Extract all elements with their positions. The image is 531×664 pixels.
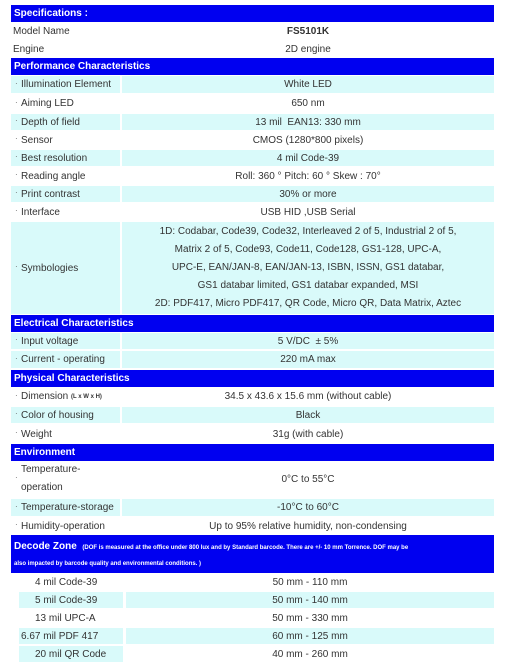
bullet-icon: · <box>15 262 18 271</box>
spec-value: 13 mil EAN13: 330 mm <box>122 114 494 130</box>
symbology-line: 2D: PDF417, Micro PDF417, QR Code, Micro QR, Data Matrix, Aztec <box>154 298 462 309</box>
spec-row-sensor <box>11 131 494 149</box>
spec-row-temp-storage <box>11 498 494 517</box>
bullet-icon: · <box>15 134 18 143</box>
spec-row-depth-of-field <box>11 113 494 131</box>
spec-row-symbologies <box>11 221 494 315</box>
spec-label: Reading angle <box>21 170 86 182</box>
bullet-icon: · <box>15 501 18 511</box>
spec-label: Symbologies <box>21 262 79 274</box>
spec-value: 31g (with cable) <box>272 428 344 440</box>
bullet-icon: · <box>15 116 18 125</box>
spec-row-input-voltage <box>11 332 494 350</box>
bullet-icon: · <box>15 206 18 215</box>
spec-label-cell <box>11 186 120 202</box>
spec-label-cell <box>11 333 120 349</box>
spec-label-cell <box>11 222 120 314</box>
spec-value: 220 mA max <box>122 351 494 368</box>
bullet-icon: · <box>15 520 18 529</box>
spec-value: 34.5 x 43.6 x 15.6 mm (without cable) <box>224 391 392 402</box>
spec-value: 650 nm <box>291 98 325 109</box>
decode-label: 5 mil Code-39 <box>19 592 123 608</box>
spec-label-cell <box>11 425 120 443</box>
section-header-specifications: Specifications : <box>11 5 494 22</box>
spec-value: Roll: 360 ° Pitch: 60 ° Skew : 70° <box>235 170 381 182</box>
spec-label: Color of housing <box>21 409 94 421</box>
spec-value: White LED <box>122 76 494 93</box>
spec-label: Best resolution <box>21 152 88 164</box>
decode-row-pdf417 <box>11 627 494 645</box>
spec-row-best-resolution <box>11 149 494 167</box>
symbology-line: UPC-E, EAN/JAN-8, EAN/JAN-13, ISBN, ISSN, GS1 databar, <box>171 262 445 273</box>
spec-label: Temperature- <box>21 464 81 475</box>
symbology-line: GS1 databar limited, GS1 databar expanded, MSI <box>197 280 419 291</box>
decode-row-20mil-qr <box>11 645 494 663</box>
bullet-icon: · <box>15 390 18 400</box>
spec-label: Input voltage <box>21 335 79 347</box>
spec-value: 0°C to 55°C <box>281 473 335 485</box>
spec-label: Illumination Element <box>21 79 112 90</box>
bullet-icon: · <box>15 335 18 344</box>
spec-label: Current - operating <box>21 354 105 365</box>
decode-row-13mil-upca <box>11 609 494 627</box>
spec-row-weight <box>11 424 494 444</box>
spec-row-dimension <box>11 387 494 406</box>
spec-value: USB HID ,USB Serial <box>260 206 356 218</box>
decode-row-5mil-code39 <box>11 591 494 609</box>
bullet-icon: · <box>15 409 18 418</box>
section-header-decode-zone <box>11 535 494 573</box>
decode-value: 50 mm - 110 mm <box>272 576 348 588</box>
spec-label: Depth of field <box>21 116 80 128</box>
decode-zone-note: also impacted by barcode quality and environmental conditions. ) <box>14 561 202 567</box>
spec-value: Black <box>122 407 494 423</box>
spec-row-color <box>11 406 494 424</box>
section-header-electrical: Electrical Characteristics <box>11 315 494 332</box>
bullet-icon: · <box>15 353 18 363</box>
spec-label-cell <box>11 204 120 220</box>
spec-label: Aiming LED <box>21 98 74 109</box>
spec-label-cell <box>11 462 120 496</box>
spec-label-cell <box>11 76 120 93</box>
spec-row-illumination <box>11 75 494 94</box>
section-header-environment: Environment <box>11 444 494 461</box>
dimension-note: (L x W x H) <box>71 393 102 400</box>
spec-label-cell <box>11 95 120 112</box>
bullet-icon: · <box>15 152 18 161</box>
decode-value: 50 mm - 330 mm <box>272 612 348 624</box>
bullet-icon: · <box>15 188 18 197</box>
spec-value: 30% or more <box>122 186 494 202</box>
decode-zone-title: Decode Zone <box>14 541 77 552</box>
spec-row-temp-operation <box>11 461 494 497</box>
spec-row-engine <box>11 40 494 58</box>
spec-row-reading-angle <box>11 167 494 185</box>
decode-label: 4 mil Code-39 <box>35 576 98 588</box>
spec-label: Interface <box>21 206 60 218</box>
spec-label-cell <box>11 168 120 184</box>
decode-row-4mil-code39 <box>11 573 494 591</box>
decode-label: 6.67 mil PDF 417 <box>19 628 123 644</box>
decode-value: 50 mm - 140 mm <box>126 592 494 608</box>
spec-label: Temperature-storage <box>21 502 114 513</box>
symbologies-list <box>122 222 494 314</box>
spec-label: Dimension <box>21 391 69 402</box>
spec-row-humidity <box>11 517 494 535</box>
spec-label: operation <box>21 482 63 493</box>
spec-label-cell <box>11 388 120 405</box>
spec-label-cell <box>11 351 120 368</box>
decode-value: 60 mm - 125 mm <box>126 628 494 644</box>
spec-value: CMOS (1280*800 pixels) <box>252 134 364 146</box>
symbology-line: 1D: Codabar, Code39, Code32, Interleaved 2 of 5, Industrial 2 of 5, <box>159 226 457 237</box>
spec-label-cell <box>11 518 120 534</box>
bullet-icon: · <box>15 97 18 107</box>
spec-label-cell <box>11 114 120 130</box>
spec-value: 5 V/DC ± 5% <box>122 333 494 349</box>
spec-value: Up to 95% relative humidity, non-condensing <box>209 520 407 532</box>
spec-value: -10°C to 60°C <box>122 499 494 516</box>
spec-row-current <box>11 350 494 369</box>
symbology-line: Matrix 2 of 5, Code93, Code11, Code128, GS1-128, UPC-A, <box>174 244 442 255</box>
decode-label: 13 mil UPC-A <box>35 612 96 624</box>
spec-label: Print contrast <box>21 188 80 200</box>
spec-row-print-contrast <box>11 185 494 203</box>
bullet-icon: · <box>15 473 18 482</box>
spec-label-cell <box>11 499 120 516</box>
section-header-performance: Performance Characteristics <box>11 58 494 75</box>
spec-label-cell <box>11 407 120 423</box>
spec-label: Humidity-operation <box>21 520 105 532</box>
bullet-icon: · <box>15 428 18 437</box>
spec-label-cell <box>11 150 120 166</box>
section-header-physical: Physical Characteristics <box>11 370 494 387</box>
bullet-icon: · <box>15 170 18 179</box>
decode-label: 20 mil QR Code <box>19 646 123 662</box>
spec-value: 2D engine <box>285 43 331 55</box>
spec-label: Weight <box>21 428 52 440</box>
spec-label: Model Name <box>13 25 70 37</box>
spec-value: 4 mil Code-39 <box>122 150 494 166</box>
bullet-icon: · <box>15 78 18 88</box>
decode-zone-note: (DOF is measured at the office under 800 lux and by Standard barcode. There are +/- 10 mm Torrence. DOF may be <box>82 545 409 551</box>
spec-label: Sensor <box>21 134 53 146</box>
spec-row-aiming-led <box>11 94 494 113</box>
spec-row-model-name <box>11 22 494 40</box>
spec-label-cell <box>11 132 120 148</box>
decode-value: 40 mm - 260 mm <box>272 648 348 660</box>
spec-value: FS5101K <box>286 25 330 37</box>
spec-row-interface <box>11 203 494 221</box>
spec-label: Engine <box>13 43 45 55</box>
